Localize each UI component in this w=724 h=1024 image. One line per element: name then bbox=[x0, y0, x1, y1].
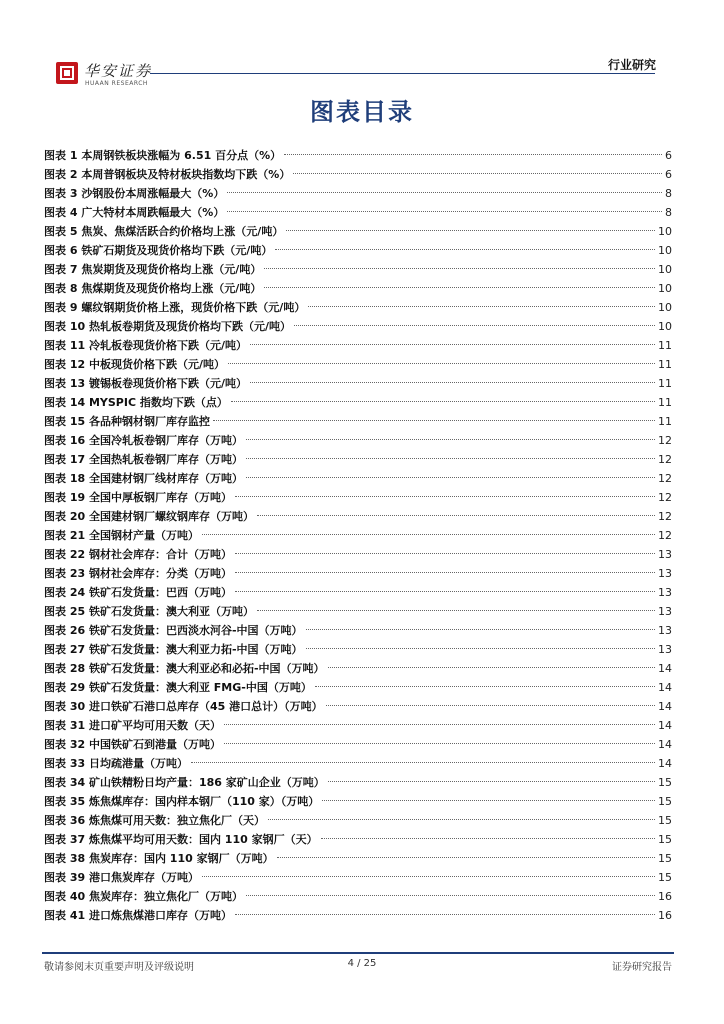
toc-entry[interactable] bbox=[44, 393, 672, 412]
toc-leader-dots bbox=[246, 895, 655, 896]
toc-entry-page[interactable]: 12 bbox=[658, 529, 672, 542]
toc-entry[interactable] bbox=[44, 146, 672, 165]
toc-entry-page[interactable]: 12 bbox=[658, 491, 672, 504]
toc-entry-page[interactable]: 10 bbox=[658, 320, 672, 333]
footer-report-type: 证券研究报告 bbox=[612, 962, 672, 973]
toc-entry-label[interactable]: 图表 39 港口焦炭库存（万吨） bbox=[44, 871, 199, 884]
toc-entry[interactable] bbox=[44, 222, 672, 241]
toc-entry[interactable] bbox=[44, 811, 672, 830]
toc-leader-dots bbox=[306, 629, 655, 630]
toc-entry-page[interactable]: 13 bbox=[658, 643, 672, 656]
toc-entry[interactable] bbox=[44, 545, 672, 564]
toc-leader-dots bbox=[264, 287, 655, 288]
toc-leader-dots bbox=[246, 477, 655, 478]
toc-entry-label[interactable]: 图表 33 日均疏港量（万吨） bbox=[44, 757, 188, 770]
toc-entry-page[interactable]: 15 bbox=[658, 776, 672, 789]
toc-entry-label[interactable]: 图表 38 焦炭库存：国内 110 家钢厂（万吨） bbox=[44, 852, 274, 865]
page-number: 4 / 25 bbox=[347, 958, 377, 969]
toc-entry-page[interactable]: 14 bbox=[658, 719, 672, 732]
toc-entry-label[interactable]: 图表 2 本周普钢板块及特材板块指数均下跌（%） bbox=[44, 168, 291, 181]
toc-leader-dots bbox=[227, 192, 662, 193]
toc-entry[interactable] bbox=[44, 279, 672, 298]
toc-entry[interactable] bbox=[44, 317, 672, 336]
toc-leader-dots bbox=[235, 914, 655, 915]
toc-entry-page[interactable]: 6 bbox=[665, 168, 672, 181]
toc-leader-dots bbox=[191, 762, 655, 763]
toc-entry-label[interactable]: 图表 37 炼焦煤平均可用天数：国内 110 家钢厂（天） bbox=[44, 833, 318, 846]
toc-entry[interactable] bbox=[44, 735, 672, 754]
toc-entry[interactable] bbox=[44, 526, 672, 545]
toc-entry-label[interactable]: 图表 14 MYSPIC 指数均下跌（点） bbox=[44, 396, 228, 409]
toc-entry[interactable] bbox=[44, 640, 672, 659]
toc-entry-page[interactable]: 12 bbox=[658, 453, 672, 466]
toc-leader-dots bbox=[257, 610, 655, 611]
toc-entry-label[interactable]: 图表 4 广大特材本周跌幅最大（%） bbox=[44, 206, 225, 219]
toc-entry-page[interactable]: 8 bbox=[665, 187, 672, 200]
toc-entry-label[interactable]: 图表 32 中国铁矿石到港量（万吨） bbox=[44, 738, 221, 751]
page-header bbox=[0, 0, 724, 90]
toc-leader-dots bbox=[224, 743, 655, 744]
toc-entry-label[interactable]: 图表 9 螺纹钢期货价格上涨，现货价格下跌（元/吨） bbox=[44, 301, 306, 314]
toc-entry-page[interactable]: 15 bbox=[658, 833, 672, 846]
toc-leader-dots bbox=[257, 515, 655, 516]
toc-leader-dots bbox=[268, 819, 655, 820]
toc-entry-page[interactable]: 11 bbox=[658, 396, 672, 409]
toc-entry-label[interactable]: 图表 21 全国钢材产量（万吨） bbox=[44, 529, 199, 542]
toc-leader-dots bbox=[235, 572, 655, 573]
toc-leader-dots bbox=[326, 705, 655, 706]
toc-entry-label[interactable]: 图表 28 铁矿石发货量：澳大利亚必和必拓-中国（万吨） bbox=[44, 662, 325, 675]
toc-entry[interactable] bbox=[44, 488, 672, 507]
toc-leader-dots bbox=[227, 211, 662, 212]
toc-entry-label[interactable]: 图表 22 钢材社会库存：合计（万吨） bbox=[44, 548, 232, 561]
toc-entry-label[interactable]: 图表 11 冷轧板卷现货价格下跌（元/吨） bbox=[44, 339, 247, 352]
toc-entry-page[interactable]: 12 bbox=[658, 434, 672, 447]
toc-entry[interactable] bbox=[44, 621, 672, 640]
toc-entry-page[interactable]: 11 bbox=[658, 339, 672, 352]
toc-entry[interactable] bbox=[44, 412, 672, 431]
toc-entry-page[interactable]: 13 bbox=[658, 548, 672, 561]
toc-entry[interactable] bbox=[44, 336, 672, 355]
toc-entry-label[interactable]: 图表 6 铁矿石期货及现货价格均下跌（元/吨） bbox=[44, 244, 273, 257]
toc-entry-page[interactable]: 10 bbox=[658, 225, 672, 238]
toc-leader-dots bbox=[277, 857, 655, 858]
toc-entry-label[interactable]: 图表 31 进口矿平均可用天数（天） bbox=[44, 719, 221, 732]
toc-entry-label[interactable]: 图表 10 热轧板卷期货及现货价格均下跌（元/吨） bbox=[44, 320, 291, 333]
toc-entry[interactable] bbox=[44, 602, 672, 621]
toc-entry-page[interactable]: 11 bbox=[658, 377, 672, 390]
toc-entry-label[interactable]: 图表 17 全国热轧板卷钢厂库存（万吨） bbox=[44, 453, 243, 466]
toc-entry-page[interactable]: 13 bbox=[658, 586, 672, 599]
toc-leader-dots bbox=[224, 724, 655, 725]
toc-entry-label[interactable]: 图表 29 铁矿石发货量：澳大利亚 FMG-中国（万吨） bbox=[44, 681, 312, 694]
toc-entry[interactable] bbox=[44, 792, 672, 811]
toc-leader-dots bbox=[250, 344, 655, 345]
toc-leader-dots bbox=[315, 686, 655, 687]
toc-entry[interactable] bbox=[44, 507, 672, 526]
toc-leader-dots bbox=[202, 534, 655, 535]
toc-leader-dots bbox=[284, 154, 662, 155]
toc-leader-dots bbox=[235, 496, 655, 497]
toc-entry[interactable] bbox=[44, 260, 672, 279]
toc-entry-label[interactable]: 图表 26 铁矿石发货量：巴西淡水河谷-中国（万吨） bbox=[44, 624, 303, 637]
toc-entry-page[interactable]: 14 bbox=[658, 681, 672, 694]
toc-entry-label[interactable]: 图表 25 铁矿石发货量：澳大利亚（万吨） bbox=[44, 605, 254, 618]
toc-leader-dots bbox=[213, 420, 655, 421]
toc-entry[interactable] bbox=[44, 184, 672, 203]
toc-entry-page[interactable]: 14 bbox=[658, 700, 672, 713]
toc-entry[interactable] bbox=[44, 868, 672, 887]
toc-entry-label[interactable]: 图表 34 矿山铁精粉日均产量：186 家矿山企业（万吨） bbox=[44, 776, 325, 789]
toc-entry-label[interactable]: 图表 8 焦煤期货及现货价格均上涨（元/吨） bbox=[44, 282, 262, 295]
toc-entry-page[interactable]: 10 bbox=[658, 263, 672, 276]
toc-leader-dots bbox=[246, 458, 655, 459]
toc-entry-page[interactable]: 11 bbox=[658, 415, 672, 428]
toc-entry-page[interactable]: 8 bbox=[665, 206, 672, 219]
toc-leader-dots bbox=[250, 382, 655, 383]
toc-entry-page[interactable]: 13 bbox=[658, 624, 672, 637]
toc-entry[interactable] bbox=[44, 716, 672, 735]
toc-entry-label[interactable]: 图表 16 全国冷轧板卷钢厂库存（万吨） bbox=[44, 434, 243, 447]
toc-entry-page[interactable]: 15 bbox=[658, 852, 672, 865]
toc-entry-page[interactable]: 10 bbox=[658, 301, 672, 314]
toc-entry[interactable] bbox=[44, 754, 672, 773]
toc-entry-label[interactable]: 图表 13 镀锡板卷现货价格下跌（元/吨） bbox=[44, 377, 247, 390]
toc-entry[interactable] bbox=[44, 887, 672, 906]
toc-entry-page[interactable]: 13 bbox=[658, 605, 672, 618]
logo-text: 华安证券 bbox=[84, 62, 153, 80]
toc-leader-dots bbox=[264, 268, 655, 269]
toc-entry-label[interactable]: 图表 20 全国建材钢厂螺纹钢库存（万吨） bbox=[44, 510, 254, 523]
table-of-figures bbox=[44, 146, 672, 925]
page-title: 图表目录 bbox=[310, 98, 414, 126]
toc-entry-label[interactable]: 图表 30 进口铁矿石港口总库存（45 港口总计）（万吨） bbox=[44, 700, 323, 713]
toc-entry-page[interactable]: 15 bbox=[658, 814, 672, 827]
toc-leader-dots bbox=[321, 838, 655, 839]
toc-entry-label[interactable]: 图表 15 各品种钢材钢厂库存监控 bbox=[44, 415, 210, 428]
toc-leader-dots bbox=[275, 249, 655, 250]
toc-entry[interactable] bbox=[44, 906, 672, 925]
toc-entry-label[interactable]: 图表 24 铁矿石发货量：巴西（万吨） bbox=[44, 586, 232, 599]
toc-entry[interactable] bbox=[44, 659, 672, 678]
toc-entry[interactable] bbox=[44, 431, 672, 450]
toc-entry-label[interactable]: 图表 36 炼焦煤可用天数：独立焦化厂（天） bbox=[44, 814, 265, 827]
toc-leader-dots bbox=[235, 591, 655, 592]
toc-leader-dots bbox=[231, 401, 655, 402]
toc-entry-label[interactable]: 图表 1 本周钢铁板块涨幅为 6.51 百分点（%） bbox=[44, 149, 282, 162]
toc-entry-page[interactable]: 10 bbox=[658, 282, 672, 295]
toc-entry-label[interactable]: 图表 18 全国建材钢厂线材库存（万吨） bbox=[44, 472, 243, 485]
huaan-logo-icon bbox=[56, 62, 78, 84]
toc-entry-label[interactable]: 图表 12 中板现货价格下跌（元/吨） bbox=[44, 358, 225, 371]
toc-entry[interactable] bbox=[44, 678, 672, 697]
toc-entry-label[interactable]: 图表 5 焦炭、焦煤活跃合约价格均上涨（元/吨） bbox=[44, 225, 284, 238]
toc-leader-dots bbox=[235, 553, 655, 554]
toc-entry[interactable] bbox=[44, 564, 672, 583]
toc-leader-dots bbox=[294, 325, 655, 326]
toc-entry-label[interactable]: 图表 40 焦炭库存：独立焦化厂（万吨） bbox=[44, 890, 243, 903]
toc-leader-dots bbox=[306, 648, 655, 649]
section-label: 行业研究 bbox=[607, 58, 656, 72]
toc-entry[interactable] bbox=[44, 355, 672, 374]
toc-entry-page[interactable]: 13 bbox=[658, 567, 672, 580]
toc-entry-label[interactable]: 图表 27 铁矿石发货量：澳大利亚力拓-中国（万吨） bbox=[44, 643, 303, 656]
toc-leader-dots bbox=[328, 781, 655, 782]
toc-entry-page[interactable]: 6 bbox=[665, 149, 672, 162]
toc-entry[interactable] bbox=[44, 830, 672, 849]
toc-entry[interactable] bbox=[44, 849, 672, 868]
toc-leader-dots bbox=[322, 800, 655, 801]
toc-entry-label[interactable]: 图表 41 进口炼焦煤港口库存（万吨） bbox=[44, 909, 232, 922]
toc-entry[interactable] bbox=[44, 298, 672, 317]
toc-leader-dots bbox=[202, 876, 655, 877]
toc-entry-page[interactable]: 16 bbox=[658, 909, 672, 922]
toc-leader-dots bbox=[308, 306, 655, 307]
toc-entry-page[interactable]: 11 bbox=[658, 358, 672, 371]
footer-disclaimer: 敬请参阅末页重要声明及评级说明 bbox=[44, 962, 194, 973]
toc-entry[interactable] bbox=[44, 469, 672, 488]
toc-entry[interactable] bbox=[44, 241, 672, 260]
toc-entry-page[interactable]: 12 bbox=[658, 472, 672, 485]
toc-entry-label[interactable]: 图表 35 炼焦煤库存：国内样本钢厂（110 家）（万吨） bbox=[44, 795, 320, 808]
toc-entry-page[interactable]: 12 bbox=[658, 510, 672, 523]
toc-entry[interactable] bbox=[44, 583, 672, 602]
toc-entry[interactable] bbox=[44, 773, 672, 792]
toc-entry[interactable] bbox=[44, 450, 672, 469]
toc-entry-label[interactable]: 图表 19 全国中厚板钢厂库存（万吨） bbox=[44, 491, 232, 504]
toc-entry-page[interactable]: 15 bbox=[658, 871, 672, 884]
toc-leader-dots bbox=[228, 363, 655, 364]
toc-entry-label[interactable]: 图表 7 焦炭期货及现货价格均上涨（元/吨） bbox=[44, 263, 262, 276]
toc-leader-dots bbox=[286, 230, 655, 231]
logo-subtext: HUAAN RESEARCH bbox=[85, 80, 148, 87]
toc-entry[interactable] bbox=[44, 697, 672, 716]
toc-entry-label[interactable]: 图表 23 钢材社会库存：分类（万吨） bbox=[44, 567, 232, 580]
toc-leader-dots bbox=[293, 173, 662, 174]
toc-entry-page[interactable]: 10 bbox=[658, 244, 672, 257]
toc-entry-page[interactable]: 15 bbox=[658, 795, 672, 808]
toc-entry-page[interactable]: 16 bbox=[658, 890, 672, 903]
toc-entry-page[interactable]: 14 bbox=[658, 757, 672, 770]
toc-entry[interactable] bbox=[44, 374, 672, 393]
toc-entry-label[interactable]: 图表 3 沙钢股份本周涨幅最大（%） bbox=[44, 187, 225, 200]
toc-entry-page[interactable]: 14 bbox=[658, 738, 672, 751]
header-divider bbox=[150, 73, 655, 74]
toc-entry[interactable] bbox=[44, 165, 672, 184]
toc-leader-dots bbox=[246, 439, 655, 440]
toc-leader-dots bbox=[328, 667, 655, 668]
footer-divider bbox=[42, 952, 674, 954]
toc-entry[interactable] bbox=[44, 203, 672, 222]
toc-entry-page[interactable]: 14 bbox=[658, 662, 672, 675]
